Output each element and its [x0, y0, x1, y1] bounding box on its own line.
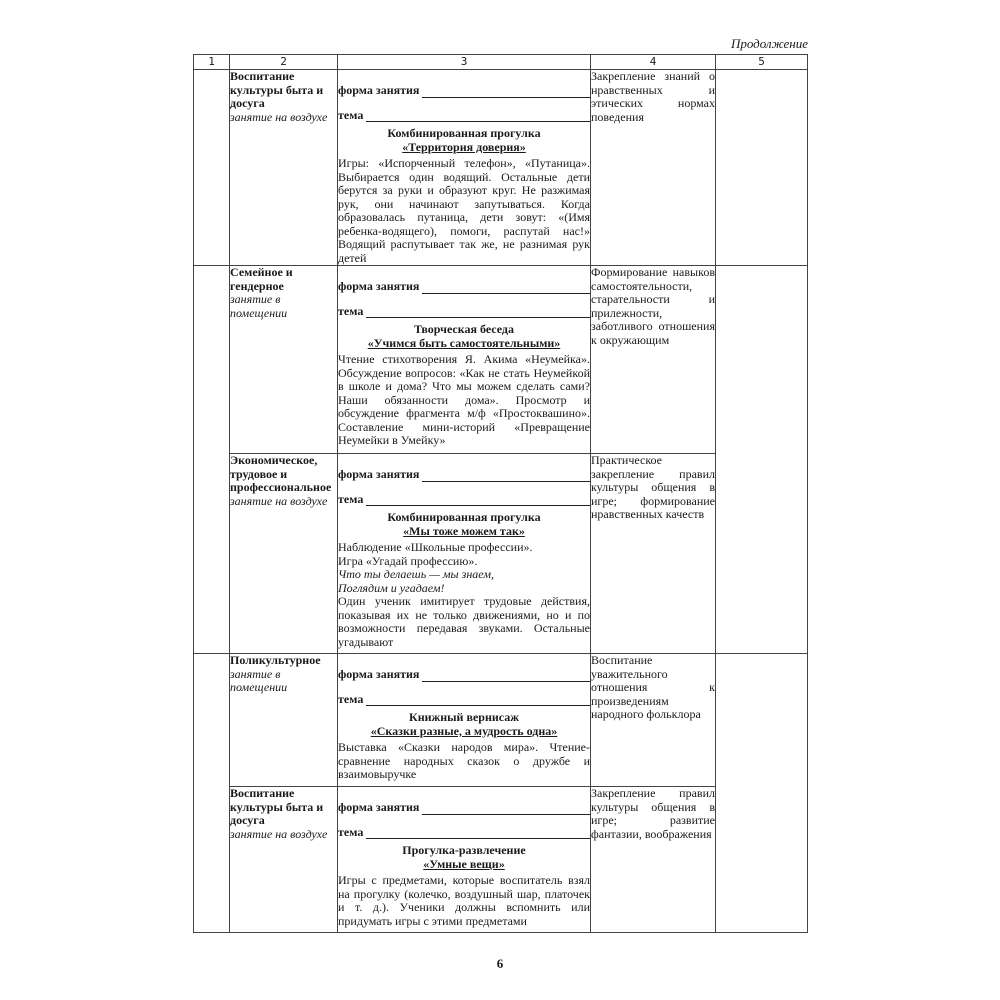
- topic-field: [338, 305, 590, 319]
- fill-in-line: [422, 804, 590, 815]
- form-field: [338, 801, 590, 815]
- column-number: 4: [591, 55, 716, 70]
- column-number: 5: [716, 55, 808, 70]
- description-line: Поглядим и угадаем!: [338, 580, 445, 595]
- form-label: форма занятия: [338, 667, 420, 681]
- topic-label: тема: [338, 303, 364, 318]
- topic-field: [338, 493, 590, 507]
- description-line: Игра «Угадай профессию».: [338, 553, 478, 568]
- column-number: 3: [338, 55, 591, 70]
- table-row: [194, 787, 808, 933]
- date-cell: [194, 266, 230, 654]
- fill-in-line: [366, 495, 590, 506]
- activity-title: «Сказки разные, а мудрость одна»: [370, 723, 558, 738]
- column-number: 2: [230, 55, 338, 70]
- activity-type: Книжный вернисаж: [409, 710, 519, 724]
- fill-in-line: [422, 283, 590, 294]
- activity-title: «Территория доверия»: [402, 139, 526, 154]
- lesson-setting: занятие на воздухе: [230, 826, 328, 841]
- direction-cell: [230, 654, 338, 787]
- content-cell: [338, 266, 591, 454]
- direction-cell: [230, 70, 338, 266]
- direction-title: Экономическое, трудовое и профессиональное: [230, 453, 332, 494]
- description-line: Игры с предметами, которые воспитатель взял на прогулку (колечко, воздушный шар, платочек и т. д.). Ученики должны вспомнить или придумать игры с этими предметами: [338, 873, 590, 928]
- description-line: Игры: «Испорченный телефон», «Путаница». Выбирается один водящий. Остальные дети берутся за руки и образуют круг. Не разжимая рук, они начинают запутываться. Когда образовалась путаница, дети зовут: «(Имя ребенка-водящего), помоги, распутай нас!» Водящий распутывает так же, не разнимая рук детей: [338, 156, 590, 265]
- activity-description: [338, 741, 590, 782]
- notes-cell: [716, 70, 808, 266]
- lesson-setting: занятие в помещении: [230, 292, 288, 320]
- form-label: форма занятия: [338, 467, 420, 481]
- form-field: [338, 84, 590, 98]
- direction-title: Семейное и гендерное: [230, 265, 293, 293]
- description-line: Выставка «Сказки народов мира». Чтение-сравнение народных сказок о дружбе и взаимовыручке: [338, 740, 590, 781]
- table-row: [194, 454, 808, 654]
- activity-description: [338, 541, 590, 649]
- activity-description: [338, 353, 590, 448]
- goal-cell: [591, 454, 716, 654]
- activity-type: Комбинированная прогулка: [387, 510, 541, 524]
- fill-in-line: [366, 828, 590, 839]
- page-number: 6: [496, 956, 504, 971]
- date-cell: [194, 70, 230, 266]
- lesson-setting: занятие на воздухе: [230, 493, 328, 508]
- form-field: [338, 468, 590, 482]
- fill-in-line: [422, 87, 590, 98]
- form-field: [338, 668, 590, 682]
- activity-title: «Учимся быть самостоятельными»: [367, 335, 561, 350]
- content-cell: [338, 70, 591, 266]
- fill-in-line: [366, 307, 590, 318]
- activity-title: «Мы тоже можем так»: [403, 523, 525, 538]
- table-row: [194, 266, 808, 454]
- goal-cell: [591, 266, 716, 454]
- fill-in-line: [366, 111, 590, 122]
- topic-label: тема: [338, 107, 364, 122]
- description-line: Что ты делаешь — мы знаем,: [338, 567, 494, 581]
- column-number-row: [194, 55, 808, 70]
- activity-type: Прогулка-развлечение: [402, 843, 526, 857]
- fill-in-line: [422, 471, 590, 482]
- topic-label: тема: [338, 691, 364, 706]
- content-cell: [338, 787, 591, 933]
- direction-title: Поликультурное: [230, 653, 321, 667]
- table-row: [194, 654, 808, 787]
- content-cell: [338, 454, 591, 654]
- description-line: Один ученик имитирует трудовые действия, показывая их не только движениями, но и по возможности передавая звуками. Остальные угадывают: [338, 594, 590, 649]
- description-line: Чтение стихотворения Я. Акима «Неумейка». Обсуждение вопросов: «Как не стать Неумейкой в школе и дома? Что мы можем сделать сами? Наши обязанности дома». Просмотр и обсуждение фрагмента м/ф «Простоквашино». Составление мини-историй «Превращение Неумейки в Умейку»: [338, 352, 590, 447]
- lesson-setting: занятие на воздухе: [230, 109, 328, 124]
- topic-label: тема: [338, 824, 364, 839]
- notes-cell: [716, 266, 808, 654]
- notes-cell: [716, 654, 808, 933]
- topic-field: [338, 693, 590, 707]
- description-line: Наблюдение «Школьные профессии».: [338, 540, 533, 554]
- topic-field: [338, 826, 590, 840]
- direction-title: Воспитание культуры быта и досуга: [230, 786, 324, 827]
- goal-text: Формирование навыков самостоятельности, старательности и прилежности, заботливого отношения к окружающим: [591, 265, 715, 347]
- direction-cell: [230, 454, 338, 654]
- column-number: 1: [194, 55, 230, 70]
- fill-in-line: [422, 671, 590, 682]
- direction-cell: [230, 266, 338, 454]
- goal-cell: [591, 70, 716, 266]
- form-field: [338, 280, 590, 294]
- activity-type: Творческая беседа: [414, 322, 514, 336]
- goal-text: Закрепление правил культуры общения в игре; развитие фантазии, воображения: [591, 786, 715, 841]
- activity-title: «Умные вещи»: [423, 856, 505, 871]
- topic-label: тема: [338, 491, 364, 506]
- goal-cell: [591, 787, 716, 933]
- date-cell: [194, 654, 230, 933]
- content-cell: [338, 654, 591, 787]
- topic-field: [338, 109, 590, 123]
- form-label: форма занятия: [338, 83, 420, 97]
- activity-description: [338, 874, 590, 928]
- activity-description: [338, 157, 590, 265]
- form-label: форма занятия: [338, 279, 420, 293]
- goal-text: Воспитание уважительного отношения к произведениям народного фольклора: [591, 653, 715, 721]
- goal-cell: [591, 654, 716, 787]
- lesson-plan-table: [193, 54, 808, 933]
- continuation-label: Продолжение: [730, 36, 808, 51]
- table-row: [194, 70, 808, 266]
- direction-cell: [230, 787, 338, 933]
- direction-title: Воспитание культуры быта и досуга: [230, 69, 324, 110]
- lesson-setting: занятие в помещении: [230, 666, 288, 694]
- fill-in-line: [366, 695, 590, 706]
- activity-type: Комбинированная прогулка: [387, 126, 541, 140]
- form-label: форма занятия: [338, 800, 420, 814]
- goal-text: Закрепление знаний о нравственных и этических нормах поведения: [591, 69, 715, 124]
- goal-text: Практическое закрепление правил культуры общения в игре; формирование нравственных качеств: [591, 453, 715, 521]
